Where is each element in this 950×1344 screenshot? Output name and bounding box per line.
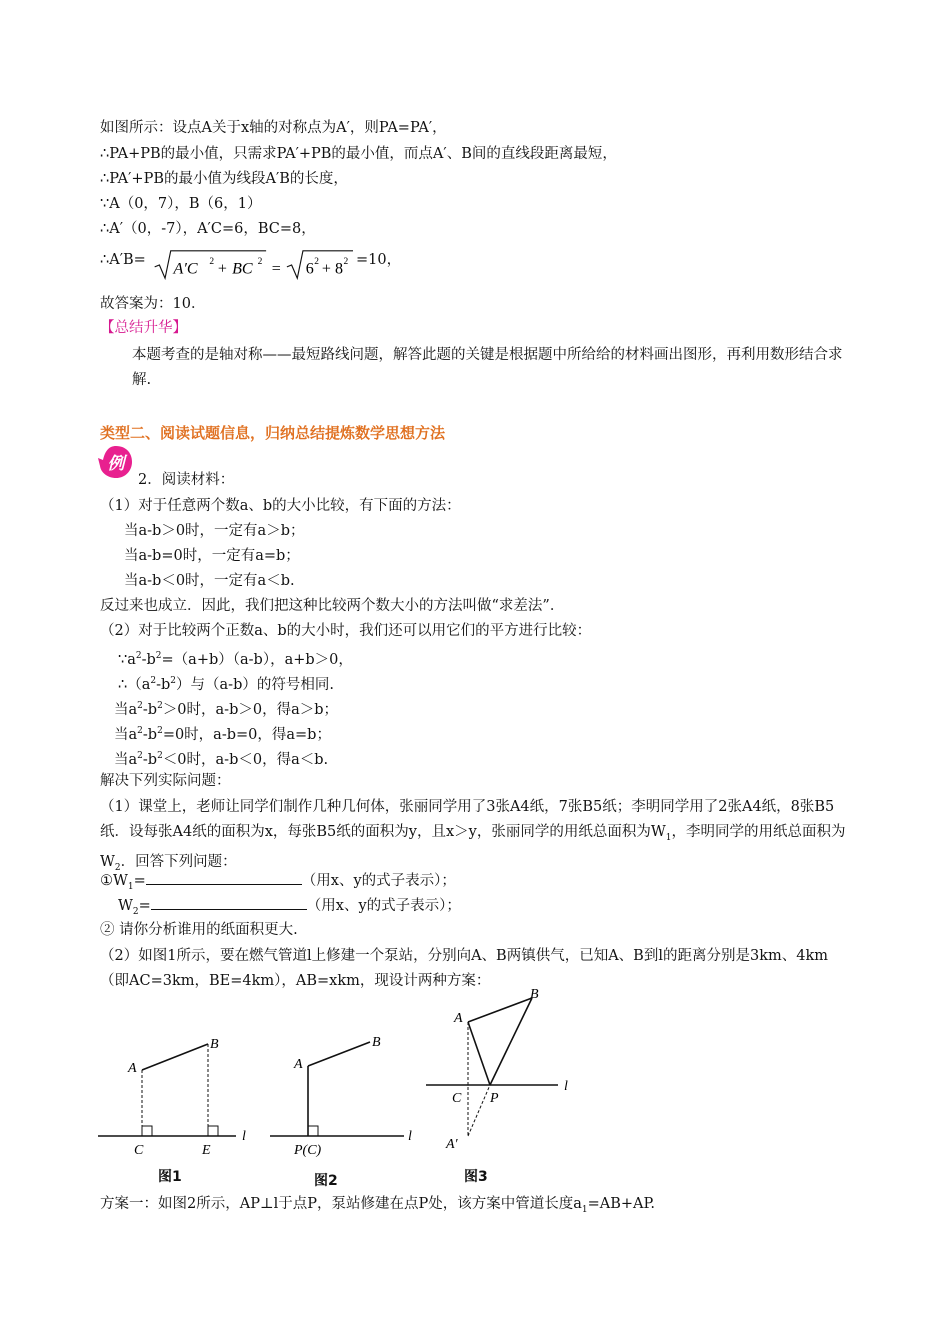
solution-line-1: 如图所示：设点A关于x轴的对称点为A′，则PA=PA′， — [100, 120, 447, 136]
material-2e: 当$a^2-b^2<0$时，a-b＜0，得a＜b. — [114, 751, 329, 768]
w2-blank[interactable] — [151, 895, 307, 910]
solution-line-6-prefix: ∴A′B= — [100, 252, 146, 268]
material-1: （1）对于任意两个数a、b的大小比较，有下面的方法： — [100, 498, 461, 514]
problem-1: （1）课堂上，老师让同学们制作几种几何体，张丽同学用了3张A4纸，7张B5纸；李明同学用了2张A4纸，8张B5纸．设每张A4纸的面积为x，每张B5纸的面积为y，且x＞y，张丽同学的用纸总面积为$W_1$，李明同学的用纸总面积为$W_2$．回答下列问题： — [100, 799, 846, 873]
figure-2-caption: 图2 — [314, 1173, 338, 1189]
material-2: （2）对于比较两个正数a、b的大小时，我们还可以用它们的平方进行比较： — [100, 623, 592, 639]
example-badge-text: 例 — [107, 454, 125, 474]
fig3-label-b: B — [530, 987, 539, 1002]
material-2b: $\therefore(a^2-b^2)$与（a-b）的符号相同. — [118, 676, 334, 693]
fig1-label-c: C — [134, 1143, 144, 1158]
w1-blank[interactable] — [146, 870, 302, 885]
distance-formula — [148, 248, 388, 282]
material-1d: 反过来也成立．因此，我们把这种比较两个数大小的方法叫做“求差法”． — [100, 598, 565, 614]
figure-3 — [424, 986, 584, 1158]
material-2c: 当$a^2-b^2>0$时，a-b＞0，得a＞b； — [114, 701, 339, 718]
figure-2 — [266, 1030, 426, 1160]
summary-label: 【总结升华】 — [100, 320, 187, 336]
fig3-label-c: C — [452, 1091, 462, 1106]
answer-line: 故答案为：10． — [100, 296, 206, 312]
fig2-label-l: l — [408, 1129, 412, 1144]
formula-eight: 8 — [335, 260, 344, 278]
formula-plus-2: + — [321, 260, 331, 278]
formula-six: 6 — [305, 260, 314, 278]
fig1-label-b: B — [210, 1037, 219, 1052]
formula-plus-1: + — [217, 260, 228, 278]
formula-term-bc: BC — [232, 260, 253, 278]
material-2a: $\because a^2-b^2=(a+b)(a-b)$，a+b＞0， — [118, 651, 353, 668]
formula-term-ac: A′C — [173, 260, 198, 278]
type-two-title: 类型二、阅读试题信息，归纳总结提炼数学思想方法 — [100, 424, 446, 442]
solve-heading: 解决下列实际问题： — [100, 773, 231, 789]
w1-line: $①W_1=$ （用x、y的式子表示）； — [100, 870, 456, 897]
solution-line-3: ∴PA′+PB的最小值为线段A′B的长度， — [100, 171, 348, 187]
solution-line-5: ∴A′（0，-7），A′C=6，BC=8， — [100, 221, 316, 237]
summary-paragraph — [100, 343, 855, 392]
fig3-label-l: l — [564, 1079, 568, 1094]
fig2-label-pc: P(C) — [294, 1143, 322, 1158]
w2-line: $W_2=$ （用x、y的式子表示）； — [118, 895, 461, 922]
fig2-label-a: A — [294, 1057, 303, 1072]
material-1b: 当a-b=0时，一定有a=b； — [124, 548, 300, 564]
fig2-label-b: B — [372, 1035, 381, 1050]
question-2: ② 请你分析谁用的纸面积更大. — [100, 922, 298, 938]
solution-line-4: ∵A（0，7），B（6，1） — [100, 196, 262, 212]
fig3-label-a: A — [454, 1011, 463, 1026]
formula-exp-3: 2 — [314, 257, 319, 268]
formula-exp-4: 2 — [343, 257, 349, 268]
fig1-label-l: l — [242, 1129, 246, 1144]
figure-3-caption: 图3 — [464, 1169, 488, 1185]
example-badge-icon — [98, 444, 134, 480]
fig3-label-p: P — [490, 1091, 499, 1106]
fig3-label-a-prime: A′ — [446, 1137, 458, 1152]
material-1a: 当a-b＞0时，一定有a＞b； — [124, 523, 305, 539]
summary-text: 本题考查的是轴对称——最短路线问题，解答此题的关键是根据题中所给给的材料画出图形，再利用数形结合求解. — [132, 347, 843, 388]
question-intro: 2．阅读材料： — [138, 472, 235, 488]
material-1c: 当a-b＜0时，一定有a＜b. — [124, 573, 295, 589]
solution-line-2: ∴PA+PB的最小值，只需求PA′+PB的最小值，而点A′、B间的直线段距离最短， — [100, 146, 617, 162]
fig1-label-e: E — [202, 1143, 211, 1158]
figure-1-caption: 图1 — [158, 1169, 182, 1185]
plan-1: 方案一：如图2所示，AP⊥l于点P，泵站修建在点P处，该方案中管道长度$a_1=AB+AP$. — [100, 1196, 655, 1215]
formula-exp-2: 2 — [257, 257, 263, 268]
figure-1 — [96, 1030, 256, 1160]
formula-equals: = — [271, 260, 281, 278]
problem-2: （2）如图1所示，要在燃气管道l上修建一个泵站，分别向A、B两镇供气，已知A、B到l的距离分别是3km、4km（即AC=3km，BE=4km），AB=xkm，现设计两种方案： — [100, 948, 828, 989]
formula-exp-1: 2 — [209, 257, 215, 268]
solution-line-6-suffix: =10， — [356, 252, 402, 268]
fig1-label-a: A — [128, 1061, 137, 1076]
material-2d: 当$a^2-b^2=0$时，a-b=0，得a=b； — [114, 726, 331, 743]
